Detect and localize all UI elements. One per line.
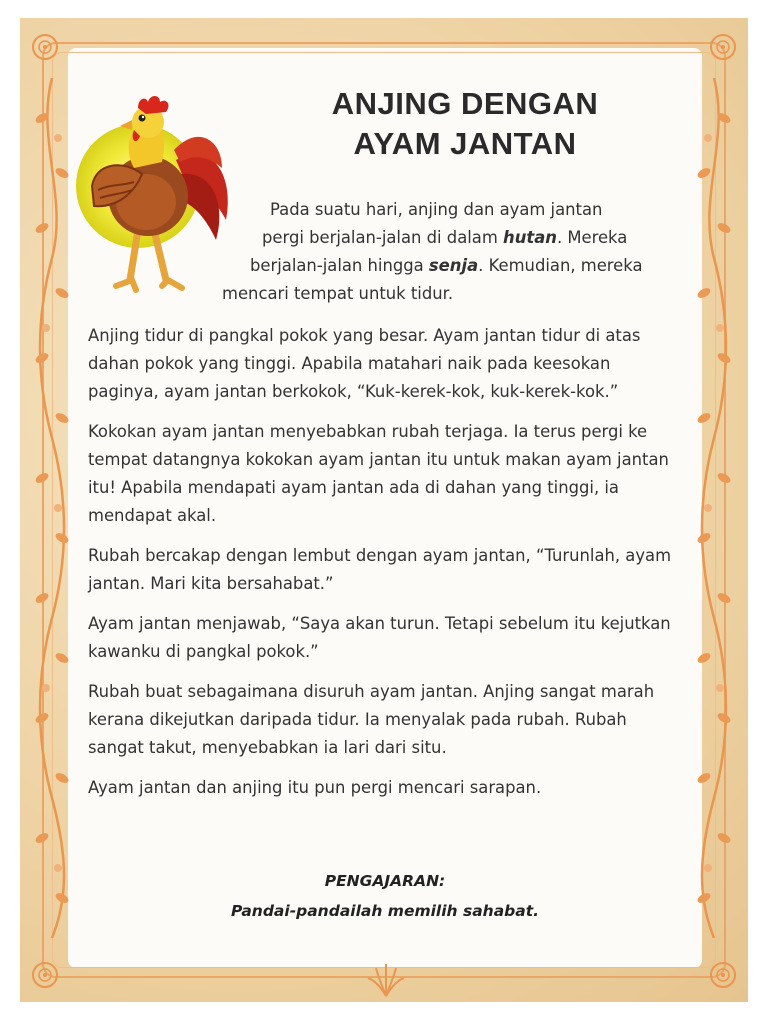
intro-paragraph (222, 196, 682, 308)
intro-text: berjalan-jalan hingga (250, 256, 429, 275)
paragraph: Anjing tidur di pangkal pokok yang besar. Ayam jantan tidur di atas dahan pokok yang tinggi. Apabila matahari naik pada keesokan paginya, ayam jantan berkokok, “Kuk-kerek-kok, kuk-kerek-kok.” (88, 326, 641, 401)
title-line-1: ANJING DENGAN (331, 86, 599, 121)
floral-vine-right-icon (694, 78, 734, 938)
moral-text: Pandai-pandailah memilih sahabat. (230, 902, 540, 920)
paragraph: Ayam jantan menjawab, “Saya akan turun. Tetapi sebelum itu kejutkan kawanku di pangkal pokok.” (88, 614, 671, 661)
keyword-senja: senja (428, 256, 479, 275)
corner-ornament-icon (28, 30, 62, 64)
intro-line-2 (222, 224, 682, 252)
intro-line-3 (222, 252, 682, 280)
intro-line-4: mencari tempat untuk tidur. (222, 284, 454, 303)
intro-text: . Kemudian, mereka (478, 256, 643, 275)
moral-heading: PENGAJARAN: (324, 872, 446, 890)
corner-ornament-icon (706, 958, 740, 992)
paragraph: Ayam jantan dan anjing itu pun pergi mencari sarapan. (88, 778, 542, 797)
title-line-2: AYAM JANTAN (353, 126, 577, 161)
intro-text: pergi berjalan-jalan di dalam (262, 228, 504, 247)
intro-text: . Mereka (556, 228, 628, 247)
keyword-hutan: hutan (503, 228, 557, 247)
moral-section (180, 866, 590, 926)
paragraph: Kokokan ayam jantan menyebabkan rubah terjaga. Ia terus pergi ke tempat datangnya kokokan ayam jantan itu untuk makan ayam jantan itu! Apabila mendapati ayam jantan ada di dahan yang tinggi, ia mendapat akal. (88, 422, 669, 525)
story-title (300, 84, 630, 164)
paragraph: Rubah buat sebagaimana disuruh ayam jantan. Anjing sangat marah kerana dikejutkan daripada tidur. Ia menyalak pada rubah. Rubah sangat takut, menyebabkan ia lari dari situ. (88, 682, 655, 757)
floral-vine-left-icon (32, 78, 72, 938)
corner-ornament-icon (28, 958, 62, 992)
bottom-ornament-icon (364, 960, 408, 1000)
paragraph: Rubah bercakap dengan lembut dengan ayam jantan, “Turunlah, ayam jantan. Mari kita bersahabat.” (88, 546, 672, 593)
corner-ornament-icon (706, 30, 740, 64)
intro-line-1: Pada suatu hari, anjing dan ayam jantan (270, 200, 603, 219)
rooster-illustration-icon (76, 90, 236, 300)
story-body (88, 322, 678, 814)
